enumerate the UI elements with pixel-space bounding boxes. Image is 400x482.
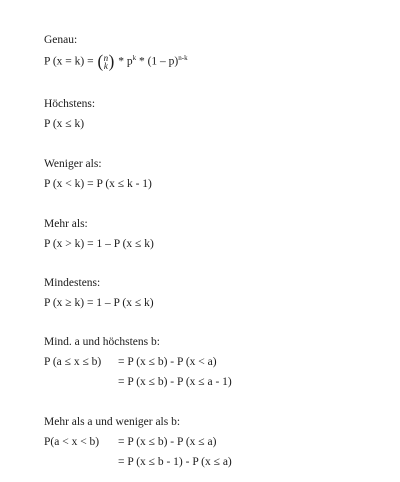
exponent-n-k: n-k [178, 53, 188, 62]
formula-rhs-line1: = P (x ≤ b) - P (x ≤ a) [118, 436, 217, 448]
binomial-coefficient: ( n k ) [97, 51, 115, 72]
heading-weniger-als: Weniger als: [44, 158, 102, 170]
formula-genau-end: * (1 – p) [136, 55, 179, 68]
formula-lhs-a-b-inclusive: P (a ≤ x ≤ b) [44, 356, 102, 368]
formula-lhs-a-b-exclusive: P(a < x < b) [44, 436, 100, 448]
heading-mindestens: Mindestens: [44, 277, 101, 289]
formula-genau-mid: * p [115, 55, 133, 68]
formula-rhs-line2: = P (x ≤ b - 1) - P (x ≤ a) [118, 456, 232, 468]
formula-rhs-line2: = P (x ≤ b) - P (x ≤ a - 1) [118, 376, 232, 388]
formula-rhs-line1: = P (x ≤ b) - P (x < a) [118, 356, 217, 368]
heading-mehr-als: Mehr als: [44, 218, 88, 230]
formula-mindestens: P (x ≥ k) = 1 – P (x ≤ k) [44, 297, 154, 309]
binom-bottom: k [103, 61, 108, 71]
heading-mind-a-hoechstens-b: Mind. a und höchstens b: [44, 336, 160, 348]
formula-weniger-als: P (x < k) = P (x ≤ k - 1) [44, 178, 152, 190]
exponent-k: k [132, 53, 137, 62]
formula-mehr-als: P (x > k) = 1 – P (x ≤ k) [44, 238, 154, 250]
heading-mehr-a-weniger-b: Mehr als a und weniger als b: [44, 416, 181, 428]
formula-genau-start: P (x = k) = [44, 55, 97, 68]
formula-genau [44, 51, 188, 72]
formula-hoechstens: P (x ≤ k) [44, 118, 85, 130]
heading-genau: Genau: [44, 34, 78, 46]
heading-hoechstens: Höchstens: [44, 98, 96, 110]
binom-top: n [103, 53, 109, 63]
